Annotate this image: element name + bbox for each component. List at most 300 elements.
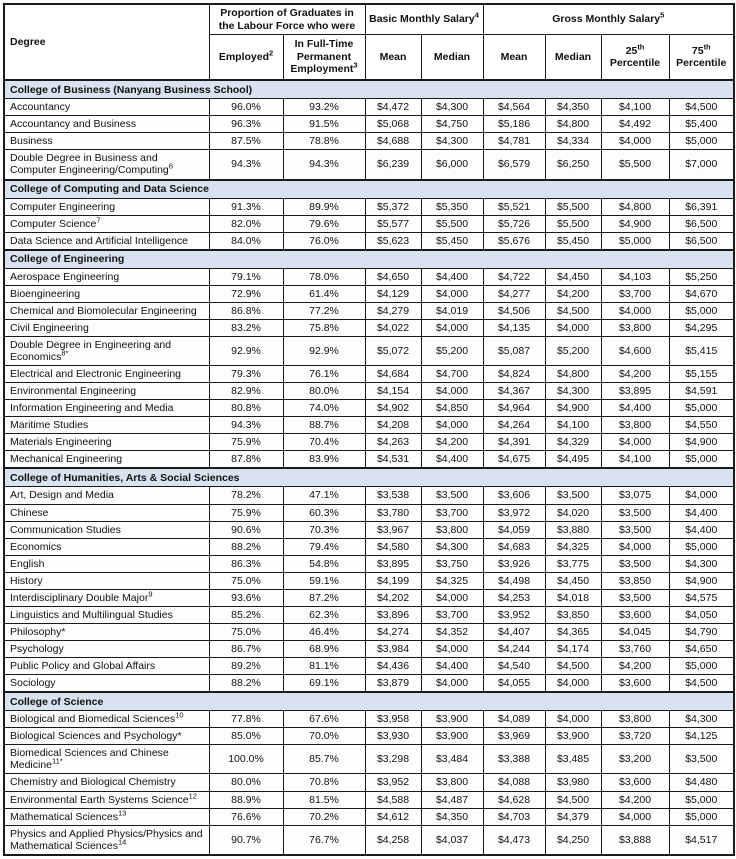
value-cell: $4,279 — [365, 302, 421, 319]
degree-cell: Environmental Earth Systems Science$^{12}$ — [4, 791, 209, 808]
value-cell: 81.5% — [283, 791, 365, 808]
value-cell: $3,700 — [421, 504, 483, 521]
value-cell: $4,325 — [421, 572, 483, 589]
footnote-marker: 4 — [474, 10, 479, 20]
value-cell: 61.4% — [283, 285, 365, 302]
value-cell: $4,274 — [365, 623, 421, 640]
footnote-marker: 14 — [117, 837, 127, 847]
value-cell: $4,495 — [545, 451, 601, 469]
footnote-marker: 6 — [168, 161, 173, 171]
value-cell: $3,484 — [421, 745, 483, 774]
degree-cell: Psychology — [4, 641, 209, 658]
value-cell: 70.4% — [283, 434, 365, 451]
value-cell: 76.1% — [283, 366, 365, 383]
value-cell: $4,334 — [545, 133, 601, 150]
gross-salary-label: Gross Monthly Salary — [552, 13, 661, 26]
value-cell: 91.5% — [283, 116, 365, 133]
degree-cell: Accountancy — [4, 99, 209, 116]
value-cell: 83.9% — [283, 451, 365, 469]
value-cell: $4,400 — [421, 451, 483, 469]
value-cell: $3,760 — [601, 641, 669, 658]
value-cell: $4,174 — [545, 641, 601, 658]
value-cell: $4,103 — [601, 268, 669, 285]
degree-cell: Electrical and Electronic Engineering — [4, 366, 209, 383]
value-cell: $6,250 — [545, 150, 601, 180]
value-cell: 91.3% — [209, 198, 283, 215]
value-cell: $5,072 — [365, 336, 421, 365]
value-cell: 76.0% — [283, 232, 365, 250]
degree-cell: Sociology — [4, 675, 209, 693]
value-cell: $3,750 — [421, 555, 483, 572]
footnote-marker: 10 — [175, 710, 184, 720]
table-row — [4, 658, 734, 675]
value-cell: $5,250 — [669, 268, 734, 285]
value-cell: 75.9% — [209, 434, 283, 451]
value-cell: 94.3% — [209, 417, 283, 434]
value-cell: $4,575 — [669, 589, 734, 606]
value-cell: $4,498 — [483, 572, 545, 589]
value-cell: $5,068 — [365, 116, 421, 133]
value-cell: 59.1% — [283, 572, 365, 589]
value-cell: 80.0% — [283, 383, 365, 400]
value-cell: 67.6% — [283, 711, 365, 728]
value-cell: $4,200 — [601, 791, 669, 808]
value-cell: $4,037 — [421, 825, 483, 855]
value-cell: $4,800 — [545, 116, 601, 133]
value-cell: 79.1% — [209, 268, 283, 285]
degree-cell: Biomedical Sciences and Chinese Medicine$^{11*}$ — [4, 745, 209, 774]
value-cell: $4,379 — [545, 808, 601, 825]
value-cell: $3,600 — [601, 774, 669, 791]
value-cell: $4,628 — [483, 791, 545, 808]
value-cell: 96.3% — [209, 116, 283, 133]
section-row — [4, 692, 734, 711]
value-cell: $3,075 — [601, 487, 669, 504]
value-cell: $5,200 — [545, 336, 601, 365]
value-cell: $4,487 — [421, 791, 483, 808]
value-cell: $5,000 — [601, 232, 669, 250]
value-cell: 70.0% — [283, 728, 365, 745]
value-cell: $3,800 — [421, 521, 483, 538]
degree-cell: Environmental Engineering — [4, 383, 209, 400]
col-header-degree: Degree — [4, 4, 209, 80]
section-row — [4, 180, 734, 199]
value-cell: $4,000 — [545, 711, 601, 728]
table-row — [4, 383, 734, 400]
value-cell: 81.1% — [283, 658, 365, 675]
value-cell: $4,300 — [421, 133, 483, 150]
value-cell: $4,703 — [483, 808, 545, 825]
value-cell: $4,600 — [601, 336, 669, 365]
value-cell: 62.3% — [283, 606, 365, 623]
section-title: College of Computing and Data Science — [4, 180, 734, 199]
value-cell: $4,550 — [669, 417, 734, 434]
value-cell: 80.0% — [209, 774, 283, 791]
value-cell: 47.1% — [283, 487, 365, 504]
degree-cell: Accountancy and Business — [4, 116, 209, 133]
value-cell: 79.4% — [283, 538, 365, 555]
value-cell: $4,500 — [669, 99, 734, 116]
section-title: College of Humanities, Arts & Social Sciences — [4, 468, 734, 487]
value-cell: $4,045 — [601, 623, 669, 640]
value-cell: 78.8% — [283, 133, 365, 150]
col-group-basic-salary — [365, 4, 483, 35]
value-cell: $3,500 — [601, 504, 669, 521]
value-cell: $4,500 — [545, 658, 601, 675]
footnote-marker: 12 — [188, 791, 197, 800]
value-cell: $3,298 — [365, 745, 421, 774]
value-cell: $4,480 — [669, 774, 734, 791]
table-row — [4, 589, 734, 606]
value-cell: 79.3% — [209, 366, 283, 383]
table-row — [4, 774, 734, 791]
value-cell: $4,200 — [545, 285, 601, 302]
value-cell: $4,277 — [483, 285, 545, 302]
value-cell: $4,900 — [669, 434, 734, 451]
value-cell: $4,750 — [421, 116, 483, 133]
value-cell: $4,000 — [421, 319, 483, 336]
value-cell: $4,350 — [545, 99, 601, 116]
table-row — [4, 572, 734, 589]
value-cell: $4,900 — [601, 215, 669, 232]
degree-cell: Aerospace Engineering — [4, 268, 209, 285]
value-cell: 76.6% — [209, 808, 283, 825]
value-cell: $4,000 — [601, 302, 669, 319]
value-cell: $3,388 — [483, 745, 545, 774]
value-cell: $4,329 — [545, 434, 601, 451]
value-cell: $4,400 — [669, 504, 734, 521]
value-cell: $4,450 — [545, 572, 601, 589]
value-cell: $4,722 — [483, 268, 545, 285]
section-title: College of Business (Nanyang Business School) — [4, 80, 734, 99]
value-cell: $4,564 — [483, 99, 545, 116]
degree-cell: Double Degree in Business and Computer Engineering/Computing$^6$ — [4, 150, 209, 180]
col-group-gross-salary — [483, 4, 734, 35]
table-row — [4, 504, 734, 521]
value-cell: 78.0% — [283, 268, 365, 285]
value-cell: $4,400 — [601, 400, 669, 417]
value-cell: $4,325 — [545, 538, 601, 555]
table-row — [4, 745, 734, 774]
value-cell: $4,683 — [483, 538, 545, 555]
footnote-marker: 13 — [117, 808, 127, 818]
value-cell: $4,800 — [545, 366, 601, 383]
value-cell: $4,253 — [483, 589, 545, 606]
table-row — [4, 434, 734, 451]
value-cell: 77.2% — [283, 302, 365, 319]
degree-cell: Philosophy* — [4, 623, 209, 640]
table-row — [4, 487, 734, 504]
percentile-25-label: Percentile — [609, 57, 661, 70]
value-cell: $3,500 — [545, 487, 601, 504]
value-cell: $4,700 — [421, 366, 483, 383]
value-cell: 86.3% — [209, 555, 283, 572]
value-cell: $4,472 — [365, 99, 421, 116]
value-cell: $4,650 — [365, 268, 421, 285]
footnote-marker: 2 — [269, 48, 274, 58]
value-cell: $4,000 — [421, 589, 483, 606]
value-cell: $4,089 — [483, 711, 545, 728]
degree-cell: Biological and Biomedical Sciences$^{10}$ — [4, 711, 209, 728]
col-header-basic-median: Median — [421, 35, 483, 81]
value-cell: $5,186 — [483, 116, 545, 133]
value-cell: 70.3% — [283, 521, 365, 538]
value-cell: $4,300 — [669, 555, 734, 572]
value-cell: $5,500 — [601, 150, 669, 180]
value-cell: $4,790 — [669, 623, 734, 640]
value-cell: $4,264 — [483, 417, 545, 434]
value-cell: $6,391 — [669, 198, 734, 215]
value-cell: $4,688 — [365, 133, 421, 150]
value-cell: $3,850 — [601, 572, 669, 589]
value-cell: $4,407 — [483, 623, 545, 640]
footnote-marker: 5 — [660, 10, 665, 20]
value-cell: 88.7% — [283, 417, 365, 434]
value-cell: $3,900 — [421, 711, 483, 728]
degree-cell: Linguistics and Multilingual Studies — [4, 606, 209, 623]
value-cell: $3,700 — [421, 606, 483, 623]
degree-cell: Data Science and Artificial Intelligence — [4, 232, 209, 250]
percentile-25-num: 25th — [625, 42, 645, 57]
value-cell: $4,902 — [365, 400, 421, 417]
value-cell: $4,100 — [601, 99, 669, 116]
value-cell: $4,000 — [601, 133, 669, 150]
value-cell: $4,135 — [483, 319, 545, 336]
value-cell: $5,000 — [669, 400, 734, 417]
value-cell: $4,300 — [421, 538, 483, 555]
ft-employment-label: In Full-Time Permanent Employment — [290, 38, 354, 76]
value-cell: $4,055 — [483, 675, 545, 693]
value-cell: $4,019 — [421, 302, 483, 319]
table-row — [4, 675, 734, 693]
value-cell: 75.9% — [209, 504, 283, 521]
degree-cell: Chemical and Biomolecular Engineering — [4, 302, 209, 319]
col-header-employed — [209, 35, 283, 81]
value-cell: $3,895 — [601, 383, 669, 400]
col-header-gross-median: Median — [545, 35, 601, 81]
value-cell: $5,000 — [669, 451, 734, 469]
table-row — [4, 606, 734, 623]
table-row — [4, 336, 734, 365]
value-cell: 78.2% — [209, 487, 283, 504]
col-header-basic-mean: Mean — [365, 35, 421, 81]
value-cell: $5,726 — [483, 215, 545, 232]
value-cell: $5,087 — [483, 336, 545, 365]
value-cell: 85.0% — [209, 728, 283, 745]
value-cell: 88.9% — [209, 791, 283, 808]
degree-cell: Public Policy and Global Affairs — [4, 658, 209, 675]
value-cell: 92.9% — [209, 336, 283, 365]
value-cell: 87.8% — [209, 451, 283, 469]
value-cell: $4,022 — [365, 319, 421, 336]
value-cell: $4,300 — [669, 711, 734, 728]
value-cell: $4,200 — [601, 658, 669, 675]
degree-cell: Mathematical Sciences$^{13}$ — [4, 808, 209, 825]
value-cell: $4,365 — [545, 623, 601, 640]
value-cell: $5,521 — [483, 198, 545, 215]
value-cell: $3,895 — [365, 555, 421, 572]
value-cell: $3,980 — [545, 774, 601, 791]
table-row — [4, 198, 734, 215]
value-cell: $4,250 — [545, 825, 601, 855]
value-cell: $4,000 — [421, 417, 483, 434]
value-cell: $5,500 — [421, 215, 483, 232]
value-cell: 75.0% — [209, 572, 283, 589]
value-cell: 89.9% — [283, 198, 365, 215]
degree-cell: Maritime Studies — [4, 417, 209, 434]
value-cell: $4,500 — [545, 791, 601, 808]
table-row — [4, 641, 734, 658]
value-cell: 100.0% — [209, 745, 283, 774]
value-cell: $4,000 — [545, 319, 601, 336]
value-cell: $4,964 — [483, 400, 545, 417]
value-cell: $3,600 — [601, 675, 669, 693]
value-cell: $4,000 — [421, 383, 483, 400]
value-cell: $4,500 — [669, 675, 734, 693]
table-header — [4, 4, 734, 80]
value-cell: 79.6% — [283, 215, 365, 232]
value-cell: $3,500 — [601, 521, 669, 538]
value-cell: $6,000 — [421, 150, 483, 180]
value-cell: 82.9% — [209, 383, 283, 400]
value-cell: 86.8% — [209, 302, 283, 319]
value-cell: $5,676 — [483, 232, 545, 250]
value-cell: $4,580 — [365, 538, 421, 555]
value-cell: $6,239 — [365, 150, 421, 180]
value-cell: $5,500 — [545, 215, 601, 232]
value-cell: $4,244 — [483, 641, 545, 658]
value-cell: $3,606 — [483, 487, 545, 504]
value-cell: $5,400 — [669, 116, 734, 133]
value-cell: 87.2% — [283, 589, 365, 606]
value-cell: $4,200 — [601, 366, 669, 383]
degree-cell: History — [4, 572, 209, 589]
degree-cell: Economics — [4, 538, 209, 555]
value-cell: 68.9% — [283, 641, 365, 658]
value-cell: $3,500 — [601, 555, 669, 572]
value-cell: $3,775 — [545, 555, 601, 572]
value-cell: $3,600 — [601, 606, 669, 623]
degree-cell: Chinese — [4, 504, 209, 521]
table-row — [4, 319, 734, 336]
value-cell: $4,781 — [483, 133, 545, 150]
value-cell: $4,100 — [545, 417, 601, 434]
graduate-salary-table — [3, 3, 735, 856]
value-cell: $4,675 — [483, 451, 545, 469]
value-cell: 83.2% — [209, 319, 283, 336]
table-row — [4, 623, 734, 640]
footnote-marker: 11* — [52, 756, 63, 766]
value-cell: 54.8% — [283, 555, 365, 572]
value-cell: $3,969 — [483, 728, 545, 745]
section-row — [4, 468, 734, 487]
value-cell: $4,900 — [545, 400, 601, 417]
degree-cell: Mechanical Engineering — [4, 451, 209, 469]
value-cell: $5,372 — [365, 198, 421, 215]
value-cell: $4,400 — [421, 268, 483, 285]
value-cell: $4,540 — [483, 658, 545, 675]
value-cell: $4,391 — [483, 434, 545, 451]
degree-cell: Communication Studies — [4, 521, 209, 538]
value-cell: $4,000 — [545, 675, 601, 693]
value-cell: $4,199 — [365, 572, 421, 589]
value-cell: 89.2% — [209, 658, 283, 675]
value-cell: $3,958 — [365, 711, 421, 728]
value-cell: 82.0% — [209, 215, 283, 232]
value-cell: $3,900 — [545, 728, 601, 745]
percentile-75-num: 75th — [691, 42, 711, 57]
value-cell: $4,129 — [365, 285, 421, 302]
value-cell: $4,295 — [669, 319, 734, 336]
degree-cell: Chemistry and Biological Chemistry — [4, 774, 209, 791]
degree-cell: Double Degree in Engineering and Economics$^{8*}$ — [4, 336, 209, 365]
value-cell: $4,400 — [669, 521, 734, 538]
value-cell: $4,517 — [669, 825, 734, 855]
col-header-gross-mean: Mean — [483, 35, 545, 81]
value-cell: 96.0% — [209, 99, 283, 116]
table-row — [4, 302, 734, 319]
value-cell: $3,720 — [601, 728, 669, 745]
value-cell: $4,367 — [483, 383, 545, 400]
section-row — [4, 250, 734, 269]
footnote-marker: 9 — [148, 589, 153, 599]
value-cell: $3,984 — [365, 641, 421, 658]
value-cell: $4,100 — [601, 451, 669, 469]
value-cell: $5,623 — [365, 232, 421, 250]
value-cell: 60.3% — [283, 504, 365, 521]
value-cell: $3,879 — [365, 675, 421, 693]
value-cell: $4,258 — [365, 825, 421, 855]
value-cell: 77.8% — [209, 711, 283, 728]
value-cell: $4,050 — [669, 606, 734, 623]
employed-label: Employed — [218, 50, 269, 63]
value-cell: $4,154 — [365, 383, 421, 400]
value-cell: $4,350 — [421, 808, 483, 825]
value-cell: $4,263 — [365, 434, 421, 451]
value-cell: $5,000 — [669, 808, 734, 825]
degree-cell: Biological Sciences and Psychology* — [4, 728, 209, 745]
value-cell: $4,531 — [365, 451, 421, 469]
value-cell: $3,972 — [483, 504, 545, 521]
value-cell: $4,300 — [545, 383, 601, 400]
table-row — [4, 711, 734, 728]
value-cell: $4,200 — [421, 434, 483, 451]
value-cell: $5,350 — [421, 198, 483, 215]
value-cell: $4,800 — [601, 198, 669, 215]
value-cell: 93.2% — [283, 99, 365, 116]
value-cell: 87.5% — [209, 133, 283, 150]
value-cell: $4,059 — [483, 521, 545, 538]
col-group-proportion: Proportion of Graduates in the Labour Force who were — [209, 4, 365, 35]
table-row — [4, 451, 734, 469]
table-row — [4, 417, 734, 434]
value-cell: 70.2% — [283, 808, 365, 825]
degree-cell: English — [4, 555, 209, 572]
value-cell: $4,500 — [545, 302, 601, 319]
value-cell: $3,800 — [601, 417, 669, 434]
value-cell: $3,896 — [365, 606, 421, 623]
value-cell: $3,800 — [601, 319, 669, 336]
value-cell: $4,000 — [669, 487, 734, 504]
percentile-75-label: Percentile — [676, 57, 727, 70]
value-cell: $5,577 — [365, 215, 421, 232]
table-row — [4, 215, 734, 232]
value-cell: $4,125 — [669, 728, 734, 745]
value-cell: $3,800 — [421, 774, 483, 791]
value-cell: $4,000 — [421, 285, 483, 302]
col-header-ft-employment — [283, 35, 365, 81]
value-cell: $3,538 — [365, 487, 421, 504]
